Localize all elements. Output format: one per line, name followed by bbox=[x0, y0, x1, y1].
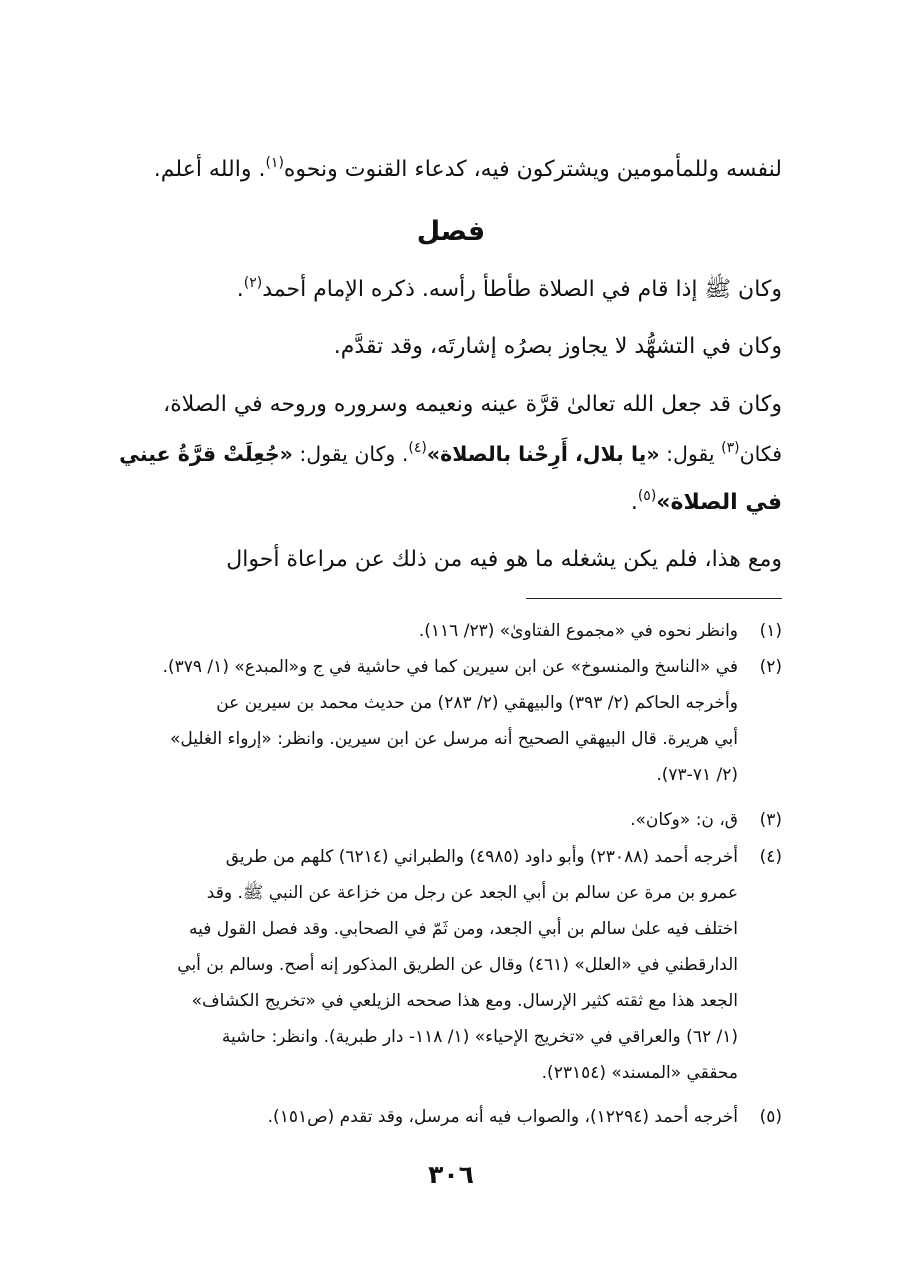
footnote-number: (٤) bbox=[759, 847, 782, 867]
hadith-quote: «جُعِلَتْ قرَّةُ عيني bbox=[119, 442, 293, 466]
footnote-text: أخرجه أحمد (١٢٢٩٤)، والصواب فيه أنه مرسل، وقد تقدم (ص١٥١). bbox=[267, 1107, 738, 1127]
footnote-4-line-2: عمرو بن مرة عن سالم بن أبي الجعد عن رجل من خزاعة عن النبي ﷺ. وقد bbox=[206, 883, 738, 903]
footnote-number: (١) bbox=[759, 621, 782, 641]
footnote-ref-2[interactable]: (٢) bbox=[243, 275, 263, 291]
body-text: فكان bbox=[739, 442, 782, 466]
footnote-2-line-3: أبي هريرة. قال البيهقي الصحيح أنه مرسل عن ابن سيرين. وانظر: «إرواء الغليل» bbox=[170, 729, 738, 749]
hadith-quote: في الصلاة» bbox=[656, 490, 782, 515]
body-text: . والله أعلم. bbox=[153, 157, 266, 182]
footnote-separator bbox=[526, 598, 782, 599]
footnote-ref-1[interactable]: (١) bbox=[265, 155, 284, 171]
footnote-1 bbox=[120, 621, 782, 641]
footnote-4-line-4: الدارقطني في «العلل» (٤٦١) وقال عن الطريق المذكور إنه أصح. وسالم بن أبي bbox=[177, 955, 738, 975]
footnote-text: وانظر نحوه في «مجموع الفتاوىٰ» (٢٣/ ١١٦). bbox=[418, 621, 738, 641]
paragraph-3-line-1: وكان قد جعل الله تعالىٰ قرَّة عينه ونعيمه وسروره وروحه في الصلاة، bbox=[163, 392, 782, 417]
footnote-2 bbox=[120, 657, 782, 677]
paragraph-2: وكان في التشهُّد لا يجاوز بصرُه إشارتَه، وقد تقدَّم. bbox=[333, 334, 782, 359]
footnote-4 bbox=[120, 847, 782, 867]
page-number: ٣٠٦ bbox=[428, 1160, 474, 1189]
body-text: يقول: bbox=[659, 442, 722, 466]
footnote-text: ق، ن: «وكان». bbox=[630, 810, 738, 830]
body-line-1 bbox=[120, 157, 782, 183]
footnote-ref-5[interactable]: (٥) bbox=[637, 488, 657, 504]
footnote-text: أخرجه أحمد (٢٣٠٨٨) وأبو داود (٤٩٨٥) والطبراني (٦٢١٤) كلهم من طريق bbox=[225, 847, 738, 867]
body-text: . وكان يقول: bbox=[292, 442, 409, 466]
body-text: وكان ﷺ إذا قام في الصلاة طأطأ رأسه. ذكره الإمام أحمد bbox=[262, 277, 782, 302]
paragraph-3-line-2 bbox=[120, 442, 782, 467]
footnote-2-line-2: وأخرجه الحاكم (٢/ ٣٩٣) والبيهقي (٢/ ٢٨٣) من حديث محمد بن سيرين عن bbox=[216, 693, 738, 713]
footnote-ref-3[interactable]: (٣) bbox=[721, 440, 740, 456]
footnote-text: في «الناسخ والمنسوخ» عن ابن سيرين كما في حاشية في ج و«المبدع» (١/ ٣٧٩). bbox=[162, 657, 738, 677]
body-text: . bbox=[630, 490, 638, 515]
footnote-ref-4[interactable]: (٤) bbox=[408, 440, 427, 456]
footnote-number: (٥) bbox=[759, 1107, 782, 1127]
footnote-4-line-5: الجعد هذا مع ثقته كثير الإرسال. ومع هذا صححه الزيلعي في «تخريج الكشاف» bbox=[191, 991, 738, 1011]
book-page bbox=[120, 0, 782, 1271]
paragraph-1 bbox=[120, 277, 782, 303]
footnote-4-line-6: (١/ ٦٢) والعراقي في «تخريج الإحياء» (١/ ١١٨- دار طبرية). وانظر: حاشية bbox=[221, 1027, 738, 1047]
footnote-2-line-4: (٢/ ٧١-٧٣). bbox=[656, 765, 738, 785]
paragraph-3-line-3 bbox=[120, 490, 782, 516]
hadith-quote: «يا بلال، أَرِحْنا بالصلاة» bbox=[426, 442, 660, 466]
footnote-number: (٣) bbox=[759, 810, 782, 830]
section-heading: فصل bbox=[416, 216, 486, 247]
footnote-number: (٢) bbox=[759, 657, 782, 677]
footnote-3 bbox=[120, 810, 782, 830]
body-text: لنفسه وللمأمومين ويشتركون فيه، كدعاء القنوت ونحوه bbox=[283, 157, 782, 182]
footnote-4-line-7: محققي «المسند» (٢٣١٥٤). bbox=[541, 1063, 738, 1083]
footnote-4-line-3: اختلف فيه علىٰ سالم بن أبي الجعد، ومن ثَمّ في الصحابي. وقد فصل القول فيه bbox=[189, 919, 738, 939]
footnote-5 bbox=[120, 1107, 782, 1127]
body-text: . bbox=[236, 277, 244, 302]
paragraph-4: ومع هذا، فلم يكن يشغله ما هو فيه من ذلك عن مراعاة أحوال bbox=[226, 547, 782, 572]
